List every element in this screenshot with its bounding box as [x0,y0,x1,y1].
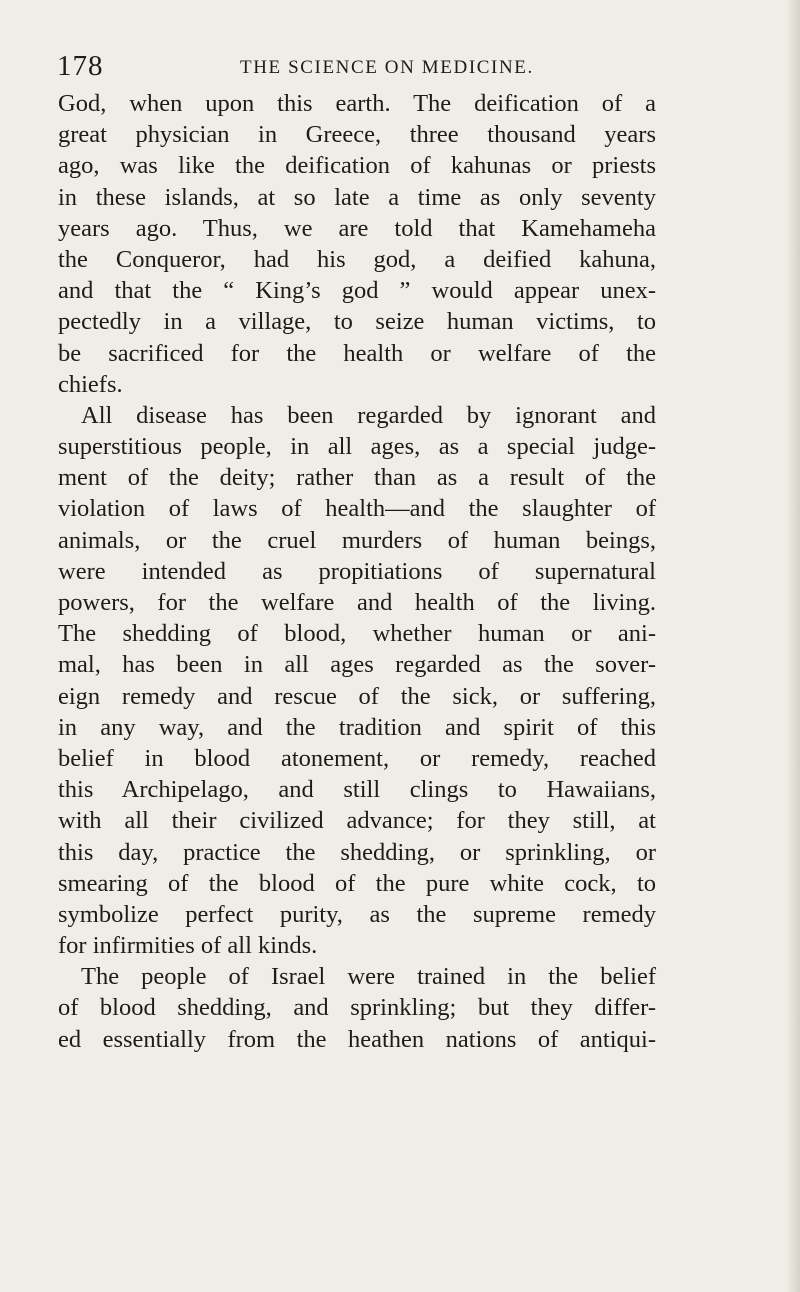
text-line: for infirmities of all kinds. [58,932,318,960]
text-line: this day, practice the shedding, or sprinkling, or [58,838,656,866]
text-line: and that the “ King’s god ” would appear unex- [58,277,656,305]
text-line: animals, or the cruel murders of human beings, [58,526,656,554]
text-line: powers, for the welfare and health of the living. [58,589,656,616]
text-line: The shedding of blood, whether human or ani- [58,620,656,648]
text-line: were intended as propitiations of supernatural [58,557,656,585]
text-line: be sacrificed for the health or welfare of the [58,339,656,367]
text-line: violation of laws of health—and the slaughter of [58,495,656,523]
text-line: smearing of the blood of the pure white cock, to [58,869,656,897]
running-title: THE SCIENCE ON MEDICINE. [240,57,534,78]
text-line: the Conqueror, had his god, a deified kahuna, [58,245,656,273]
text-line: pectedly in a village, to seize human victims, to [58,308,656,336]
text-line: belief in blood atonement, or remedy, reached [58,744,656,772]
text-line: symbolize perfect purity, as the supreme remedy [58,900,656,928]
page-number: 178 [57,50,104,82]
running-head [57,50,617,82]
text-line: with all their civilized advance; for they still, at [58,807,656,835]
text-line: in these islands, at so late a time as only seventy [58,183,656,211]
text-line: eign remedy and rescue of the sick, or suffering, [58,682,656,710]
text-line: this Archipelago, and still clings to Hawaiians, [58,776,656,804]
text-line: God, when upon this earth. The deification of a [58,90,656,117]
paragraph-start-line: The people of Israel were trained in the belief [81,963,656,991]
text-line: in any way, and the tradition and spirit of this [58,713,656,741]
text-line: superstitious people, in all ages, as a special judge- [58,433,656,461]
text-line: great physician in Greece, three thousand years [58,121,656,149]
text-line: ment of the deity; rather than as a result of the [58,464,656,492]
paragraph-start-line: All disease has been regarded by ignorant and [81,401,656,429]
page-edge-shadow [786,0,800,1292]
text-line: years ago. Thus, we are told that Kamehameha [58,214,656,242]
text-line: mal, has been in all ages regarded as the sover- [58,651,656,679]
text-line: ed essentially from the heathen nations of antiqui- [58,1025,656,1053]
body-text [58,88,656,1055]
text-line: of blood shedding, and sprinkling; but they differ- [58,994,656,1022]
text-line: ago, was like the deification of kahunas or priests [58,152,656,180]
text-line: chiefs. [58,370,123,398]
